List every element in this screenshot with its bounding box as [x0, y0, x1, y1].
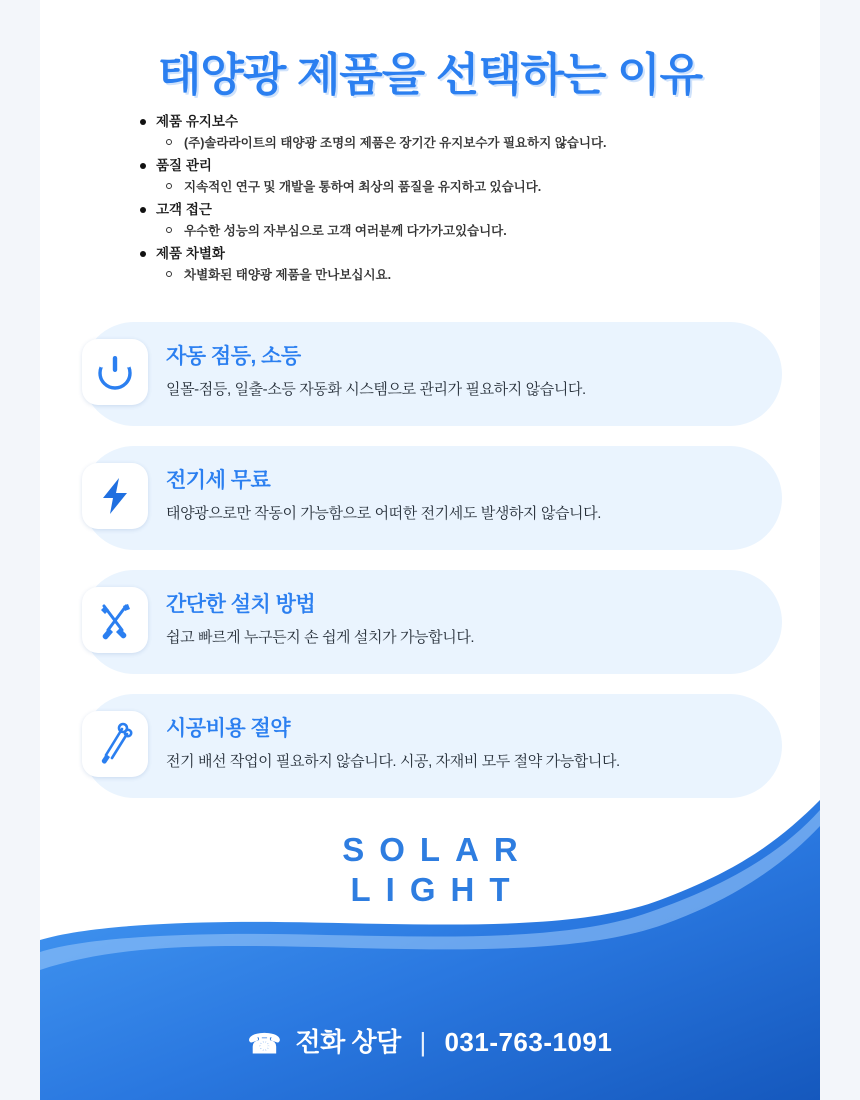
- footer-section: [40, 800, 820, 1100]
- bullet-main-label: 고객 접근: [138, 200, 778, 220]
- bullet-sub-label: 차별화된 태양광 제품을 만나보십시요.: [138, 264, 778, 286]
- lightning-bolt-icon: [82, 463, 148, 529]
- bullet-main-label: 품질 관리: [138, 156, 778, 176]
- bullet-sub-label: 지속적인 연구 및 개발을 통하여 최상의 품질을 유지하고 있습니다.: [138, 176, 778, 198]
- brand-logo: [40, 830, 820, 910]
- feature-description: 일몰-점등, 일출-소등 자동화 시스템으로 관리가 필요하지 않습니다.: [166, 381, 586, 398]
- feature-card: [40, 694, 820, 798]
- feature-description: 태양광으로만 작동이 가능함으로 어떠한 전기세도 발생하지 않습니다.: [166, 505, 601, 522]
- feature-card: [40, 446, 820, 550]
- page-title: 태양광 제품을 선택하는 이유: [157, 49, 703, 100]
- bullet-group: [138, 112, 778, 154]
- feature-title: 자동 점등, 소등: [166, 345, 301, 368]
- feature-title: 간단한 설치 방법: [166, 593, 316, 616]
- feature-text: [166, 588, 800, 647]
- feature-list: [40, 322, 820, 818]
- contact-bar: [40, 1022, 820, 1060]
- feature-card: [40, 322, 820, 426]
- bullet-sub-label: (주)솔라라이트의 태양광 조명의 제품은 장기간 유지보수가 필요하지 않습니다.: [138, 132, 778, 154]
- feature-text: [166, 712, 800, 771]
- feature-title: 전기세 무료: [166, 469, 271, 492]
- feature-text: [166, 340, 800, 399]
- bullet-main-label: 제품 차별화: [138, 244, 778, 264]
- feature-text: [166, 464, 800, 523]
- power-button-icon: [82, 339, 148, 405]
- contact-separator: |: [419, 1027, 426, 1057]
- feature-description: 쉽고 빠르게 누구든지 손 쉽게 설치가 가능합니다.: [166, 629, 475, 646]
- bullet-group: [138, 156, 778, 198]
- telephone-icon: ☎: [247, 1029, 281, 1059]
- contact-phone-number[interactable]: 031-763-1091: [444, 1027, 613, 1057]
- contact-label: 전화 상담: [295, 1027, 401, 1057]
- bullet-main-label: 제품 유지보수: [138, 112, 778, 132]
- bullet-sub-label: 우수한 성능의 자부심으로 고객 여러분께 다가가고있습니다.: [138, 220, 778, 242]
- feature-title: 시공비용 절약: [166, 717, 291, 740]
- bullet-list: [138, 112, 778, 288]
- bullet-group: [138, 200, 778, 242]
- poster-sheet: [40, 0, 820, 1100]
- wrench-tools-icon: [82, 711, 148, 777]
- feature-description: 전기 배선 작업이 필요하지 않습니다. 시공, 자재비 모두 절약 가능합니다.: [166, 753, 620, 770]
- feature-card: [40, 570, 820, 674]
- bullet-group: [138, 244, 778, 286]
- logo-line-1: SOLAR: [342, 831, 533, 868]
- wrench-screwdriver-icon: [82, 587, 148, 653]
- logo-line-2: LIGHT: [350, 871, 525, 908]
